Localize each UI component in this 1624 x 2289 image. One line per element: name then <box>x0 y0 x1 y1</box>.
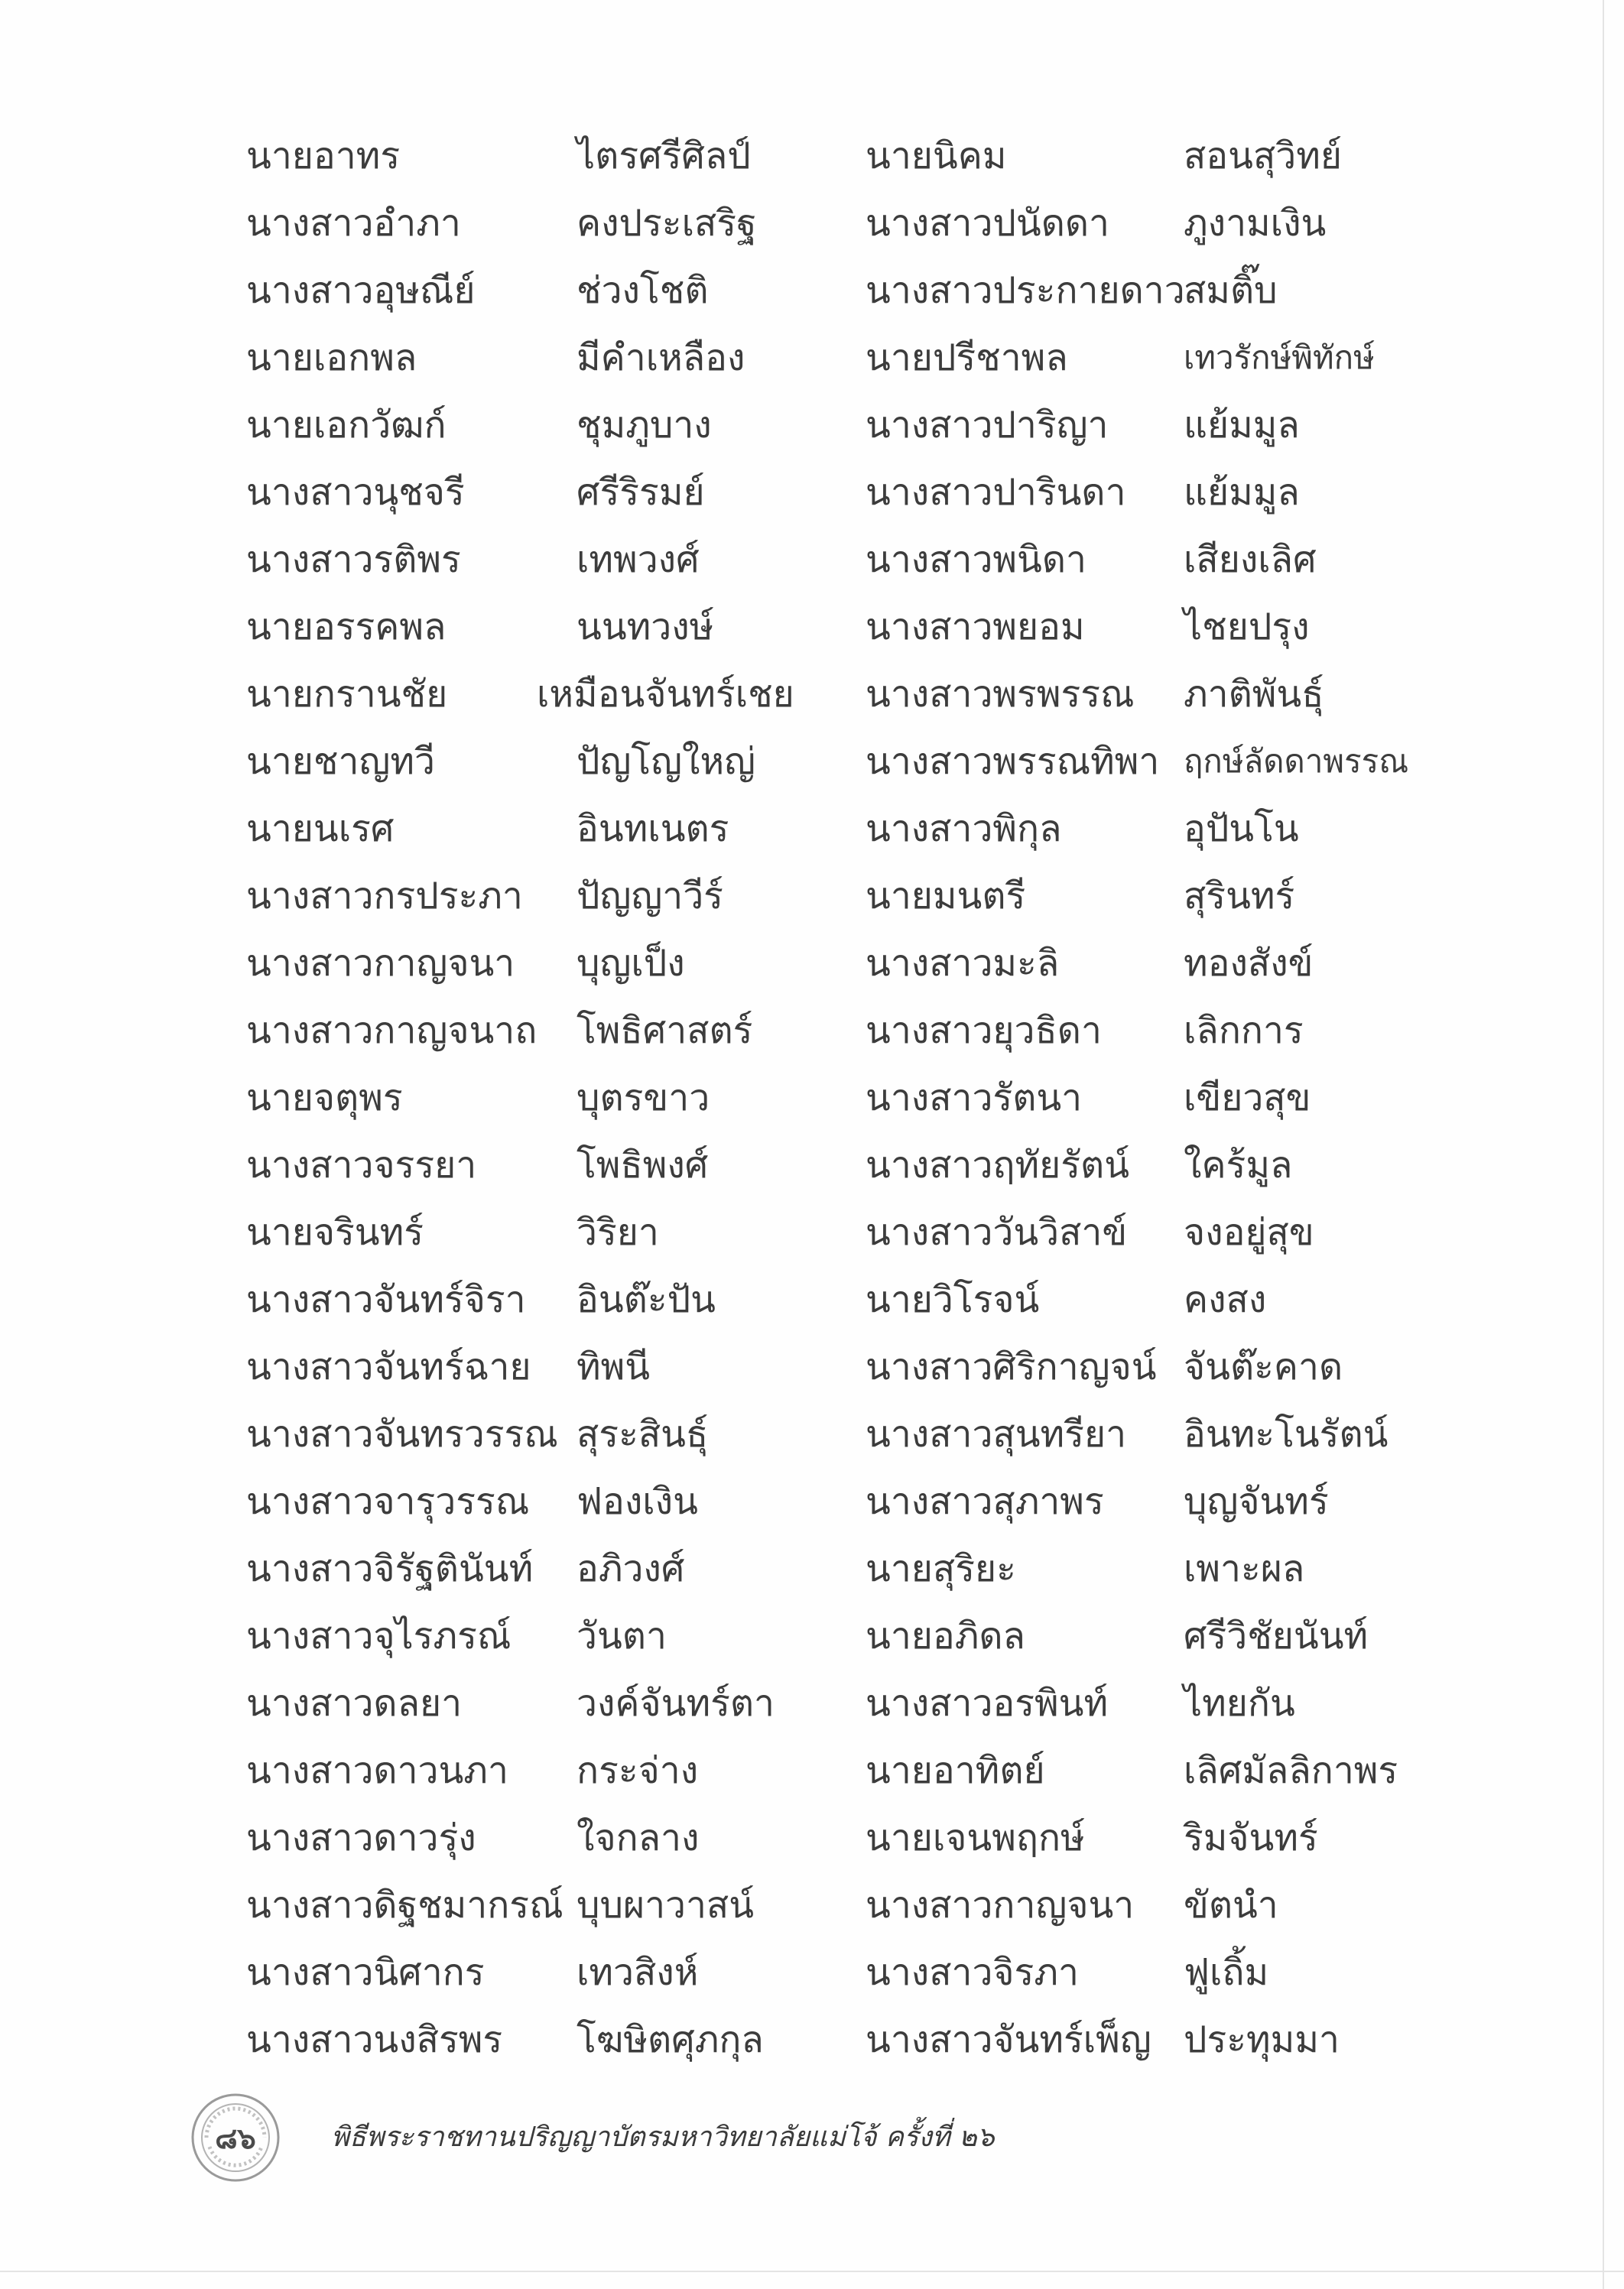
first-name: นายนิคม <box>866 135 1007 177</box>
name-row <box>246 1199 1439 1266</box>
first-name: นายจตุพร <box>246 1076 403 1119</box>
name-row <box>246 324 1439 391</box>
last-name: ฟูเถิ้ม <box>1184 1951 1269 1994</box>
page-number: ๘๖ <box>215 2122 256 2155</box>
last-name: โพธิพงศ์ <box>577 1144 709 1187</box>
name-row <box>246 1266 1439 1333</box>
first-name: นางสาวพิกุล <box>866 807 1062 850</box>
last-name: เทพวงศ์ <box>577 538 700 581</box>
first-name: นายเจนพฤกษ์ <box>866 1817 1085 1859</box>
first-name: นางสาววันวิสาข์ <box>866 1211 1128 1254</box>
first-name: นางสาวอรพินท์ <box>866 1682 1109 1725</box>
first-name: นายจรินทร์ <box>246 1211 424 1254</box>
last-name: วงค์จันทร์ตา <box>577 1682 775 1725</box>
first-name: นางสาวจุไรภรณ์ <box>246 1615 512 1657</box>
last-name: เขียวสุข <box>1184 1076 1311 1119</box>
name-row <box>246 1468 1439 1535</box>
name-row <box>246 2006 1439 2073</box>
last-name: วันตา <box>577 1615 667 1657</box>
last-name: ริมจันทร์ <box>1184 1817 1318 1859</box>
first-name: นางสาวพรรณทิพา <box>866 740 1160 783</box>
page-edge-bottom <box>0 2271 1624 2272</box>
last-name: สมติ๊บ <box>1184 269 1278 312</box>
first-name: นางสาวกาญจนา <box>866 1884 1135 1927</box>
first-name: นางสาวดาวนภา <box>246 1749 508 1792</box>
last-name: บุบผาวาสน์ <box>577 1884 755 1927</box>
last-name: จันต๊ะคาด <box>1184 1346 1343 1388</box>
first-name: นางสาวจิรัฐตินันท์ <box>246 1547 534 1590</box>
first-name: นายนเรศ <box>246 807 395 850</box>
first-name: นางสาวดลยา <box>246 1682 463 1725</box>
first-name: นายเอกวัฒก์ <box>246 404 447 446</box>
last-name: บุญจันทร์ <box>1184 1480 1329 1523</box>
first-name: นางสาวนุชจรี <box>246 471 465 514</box>
first-name: นางสาวพยอม <box>866 606 1085 648</box>
first-name: นางสาวสุภาพร <box>866 1480 1104 1523</box>
first-name: นางสาวจรรยา <box>246 1144 477 1187</box>
first-name: นางสาวพรพรรณ <box>866 673 1135 716</box>
first-name: นางสาวนงสิรพร <box>246 2018 503 2061</box>
last-name: อินทะโนรัตน์ <box>1184 1413 1389 1456</box>
name-row <box>246 257 1439 324</box>
first-name: นางสาวจิรภา <box>866 1951 1079 1994</box>
last-name: แย้มมูล <box>1184 404 1300 446</box>
last-name: เทวรักษ์พิทักษ์ <box>1184 339 1375 376</box>
name-row <box>246 930 1439 997</box>
name-row <box>246 1737 1439 1804</box>
name-row <box>246 661 1439 728</box>
last-name: ชุมภูบาง <box>577 404 712 446</box>
first-name: นางสาวปาริญา <box>866 404 1109 446</box>
last-name: ฟองเงิน <box>577 1480 698 1523</box>
first-name: นางสาวจารุวรรณ <box>246 1480 530 1523</box>
last-name: ใคร้มูล <box>1184 1144 1293 1187</box>
first-name: นางสาวศิริกาญจน์ <box>866 1346 1157 1388</box>
name-row <box>246 593 1439 661</box>
first-name: นางสาวดาวรุ่ง <box>246 1817 476 1859</box>
name-row <box>246 526 1439 593</box>
last-name: สุรินทร์ <box>1184 875 1295 917</box>
first-name: นายปรีชาพล <box>866 336 1068 379</box>
first-name: นางสาวอุษณีย์ <box>246 269 476 312</box>
first-name: นางสาวดิฐชมากรณ์ <box>246 1884 564 1927</box>
last-name: ภาติพันธุ์ <box>1184 673 1324 716</box>
last-name: อินทเนตร <box>577 807 729 850</box>
last-name: อภิวงศ์ <box>577 1547 685 1590</box>
graduate-name-list <box>246 122 1439 2073</box>
first-name: นางสาวประกายดาว <box>866 269 1185 312</box>
last-name: ภูงามเงิน <box>1184 202 1327 245</box>
last-name: เลิศมัลลิกาพร <box>1184 1749 1398 1792</box>
last-name: ปัญญาวีร์ <box>577 875 723 917</box>
last-name: เหมือนจันทร์เชย <box>537 673 794 716</box>
name-row <box>246 459 1439 526</box>
first-name: นางสาวปารินดา <box>866 471 1126 514</box>
last-name: ฤกษ์ลัดดาพรรณ <box>1184 742 1409 780</box>
first-name: นายชาญทวี <box>246 740 435 783</box>
last-name: โพธิศาสตร์ <box>577 1009 753 1052</box>
name-row <box>246 795 1439 862</box>
first-name: นายสุริยะ <box>866 1547 1016 1590</box>
last-name: ประทุมมา <box>1184 2018 1340 2061</box>
last-name: นนทวงษ์ <box>577 606 714 648</box>
name-row <box>246 1872 1439 1939</box>
last-name: แย้มมูล <box>1184 471 1300 514</box>
name-row <box>246 391 1439 459</box>
last-name: สุระสินธุ์ <box>577 1413 709 1456</box>
first-name: นางสาวกาญจนาถ <box>246 1009 538 1052</box>
last-name: สอนสุวิทย์ <box>1184 135 1342 177</box>
name-row <box>246 862 1439 930</box>
last-name: เทวสิงห์ <box>577 1951 699 1994</box>
first-name: นางสาวจันทร์เพ็ญ <box>866 2018 1151 2061</box>
first-name: นางสาวรัตนา <box>866 1076 1083 1119</box>
first-name: นายอภิดล <box>866 1615 1025 1657</box>
first-name: นายเอกพล <box>246 336 417 379</box>
last-name: ไตรศรีศิลป์ <box>577 135 751 177</box>
name-row <box>246 1804 1439 1872</box>
name-row <box>246 1602 1439 1670</box>
name-row <box>246 1670 1439 1737</box>
last-name: ปัญโญใหญ่ <box>577 740 756 783</box>
last-name: คงประเสริฐ <box>577 202 757 245</box>
first-name: นางสาวกรประภา <box>246 875 523 917</box>
last-name: อุปันโน <box>1184 807 1299 850</box>
first-name: นางสาวฤทัยรัตน์ <box>866 1144 1129 1187</box>
name-row <box>246 1401 1439 1468</box>
first-name: นางสาวจันทร์ฉาย <box>246 1346 531 1388</box>
first-name: นายอรรคพล <box>246 606 447 648</box>
last-name: วิริยา <box>577 1211 659 1254</box>
last-name: ไทยกัน <box>1184 1682 1295 1725</box>
name-row <box>246 1939 1439 2006</box>
first-name: นายอาทร <box>246 135 401 177</box>
name-row <box>246 1132 1439 1199</box>
first-name: นางสาวจันทรวรรณ <box>246 1413 558 1456</box>
last-name: ช่วงโชติ <box>577 269 709 312</box>
last-name: จงอยู่สุข <box>1184 1211 1314 1254</box>
first-name: นายอาทิตย์ <box>866 1749 1045 1792</box>
first-name: นางสาวมะลิ <box>866 942 1060 985</box>
page-edge-right <box>1603 0 1604 2289</box>
page-footer <box>190 2092 1260 2183</box>
first-name: นางสาวปนัดดา <box>866 202 1109 245</box>
last-name: ศรีริรมย์ <box>577 471 705 514</box>
name-row <box>246 1333 1439 1401</box>
first-name: นายวิโรจน์ <box>866 1278 1040 1321</box>
first-name: นายมนตรี <box>866 875 1026 917</box>
first-name: นางสาวรติพร <box>246 538 461 581</box>
name-row <box>246 122 1439 190</box>
last-name: ศรีวิชัยนันท์ <box>1184 1615 1369 1657</box>
last-name: ไชยปรุง <box>1184 606 1310 648</box>
first-name: นางสาวนิศากร <box>246 1951 485 1994</box>
maejo-university-seal-icon <box>190 2092 281 2183</box>
last-name: บุตรขาว <box>577 1076 710 1119</box>
last-name: ใจกลาง <box>577 1817 700 1859</box>
last-name: เพาะผล <box>1184 1547 1305 1590</box>
first-name: นางสาวอำภา <box>246 202 461 245</box>
last-name: โฆษิตศุภกุล <box>577 2018 764 2061</box>
last-name: คงสง <box>1184 1278 1267 1321</box>
name-row <box>246 728 1439 795</box>
ceremony-caption: พิธีพระราชทานปริญญาบัตรมหาวิทยาลัยแม่โจ้ ครั้งที่ ๒๖ <box>331 2122 995 2153</box>
last-name: อินต๊ะปัน <box>577 1278 716 1321</box>
last-name: ทิพนี <box>577 1346 651 1388</box>
last-name: บุญเป็ง <box>577 942 685 985</box>
first-name: นางสาวพนิดา <box>866 538 1086 581</box>
last-name: ขัตนำ <box>1184 1884 1278 1927</box>
first-name: นายกรานชัย <box>246 673 448 716</box>
last-name: เลิกการ <box>1184 1009 1304 1052</box>
name-row <box>246 997 1439 1064</box>
first-name: นางสาวสุนทรียา <box>866 1413 1127 1456</box>
name-row <box>246 190 1439 257</box>
last-name: กระจ่าง <box>577 1749 699 1792</box>
last-name: เสียงเลิศ <box>1184 538 1317 581</box>
first-name: นางสาวยุวธิดา <box>866 1009 1102 1052</box>
name-row <box>246 1064 1439 1132</box>
first-name: นางสาวกาญจนา <box>246 942 515 985</box>
last-name: ทองสังข์ <box>1184 942 1314 985</box>
last-name: มีคำเหลือง <box>577 336 745 379</box>
name-row <box>246 1535 1439 1602</box>
first-name: นางสาวจันทร์จิรา <box>246 1278 526 1321</box>
